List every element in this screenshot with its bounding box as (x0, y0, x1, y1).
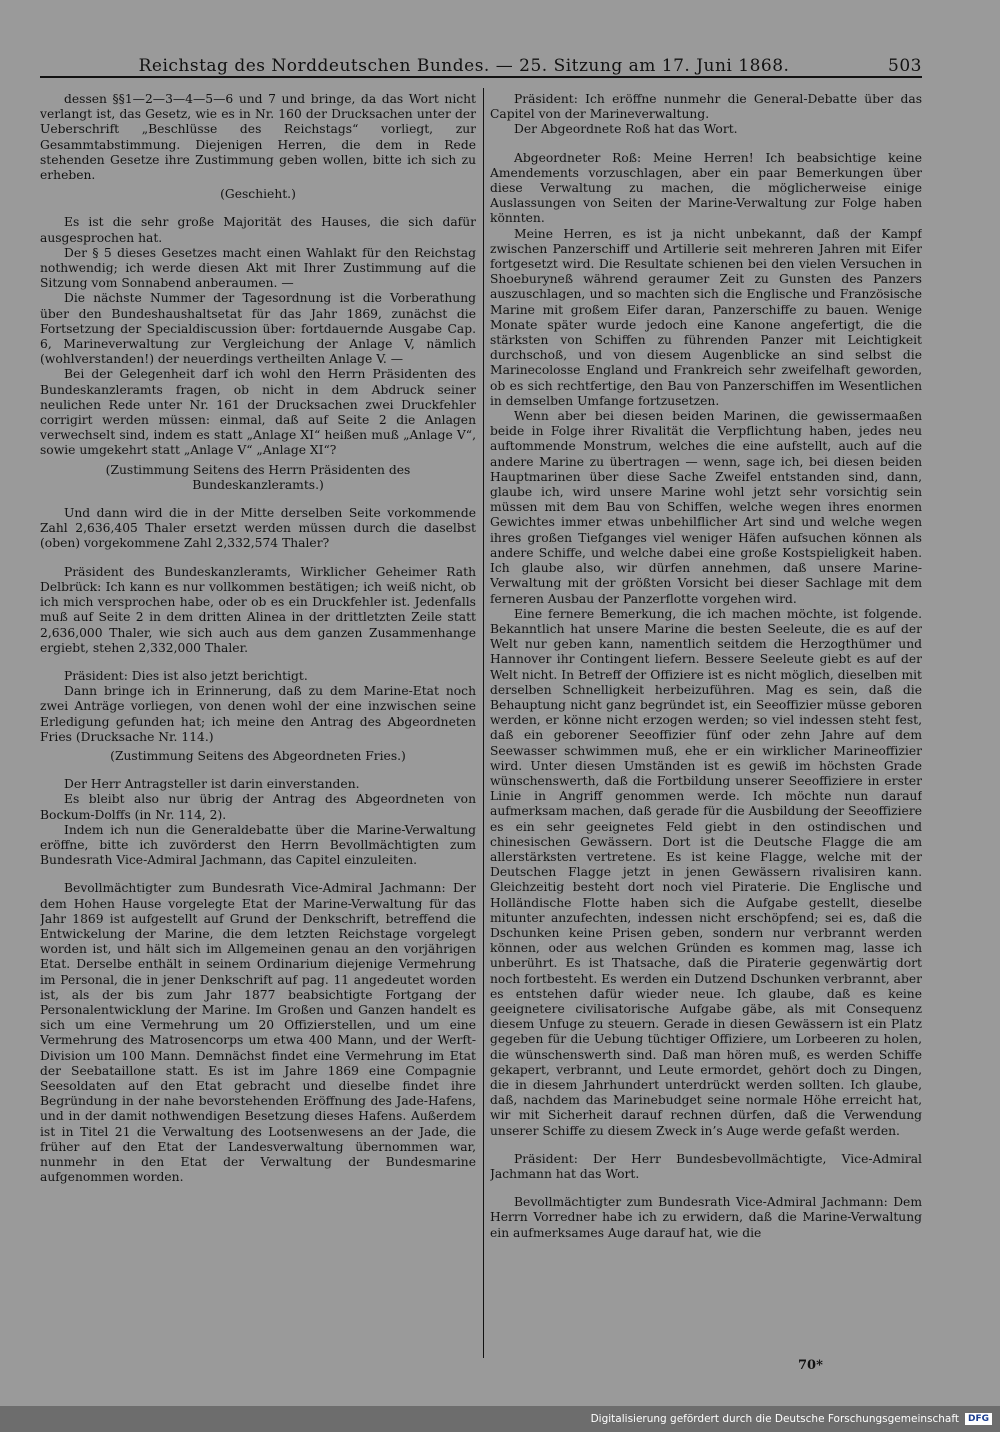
paragraph: Es ist die sehr große Majorität des Hauses, die sich dafür ausgesprochen hat. (40, 215, 476, 245)
paragraph: Der Herr Antragsteller ist darin einverstanden. (64, 777, 360, 792)
paragraph: Präsident: Dies ist also jetzt berichtigt. (64, 668, 308, 683)
paragraph: Der § 5 dieses Gesetzes macht einen Wahlakt für den Reichstag nothwendig; ich werde diesen Akt mit Ihrer Zustimmung auf die Sitzung vom Sonnabend anberaumen. — (40, 245, 476, 291)
paragraph: Bevollmächtigter zum Bundesrath Vice-Admiral Jachmann: Dem Herrn Vorredner habe ich zu erwidern, daß die Marine-Verwaltung ein aufmerksames Auge darauf hat, wie die (490, 1195, 922, 1240)
footer-bar (0, 1406, 1000, 1432)
left-column (40, 92, 476, 1346)
paragraph: Es bleibt also nur übrig der Antrag des Abgeordneten von Bockum-Dolffs (in Nr. 114, 2). (40, 792, 476, 822)
paragraph: Wenn aber bei diesen beiden Marinen, die gewissermaaßen beide in Folge ihrer Rivalität die Verpflichtung haben, jedes neu auftommende Monstrum, welches die eine aufstellt, auch auf die andere Marine zu übertragen — wenn, sage ich, bei diesen beiden Hauptmarinen über diese Sache Zweifel entstanden sind, dann, glaube ich, wird unsere Marine wohl jetzt sehr vorsichtig sein müssen mit dem Bau von Schiffen, welche wegen ihres enormen Gewichtes immer etwas unbehilflicher Art sind und welche wegen ihres großen Tiefganges viel weniger Häfen aufsuchen können als andere Schiffe, und welche dabei eine große Kostspieligkeit haben. Ich glaube also, wir dürfen annehmen, daß unsere Marine-Verwaltung mit der größten Vorsicht bei dieser Sachlage mit dem ferneren Ausbau der Panzerflotte vorgehen wird. (490, 409, 922, 606)
signature-mark: 70* (798, 1358, 823, 1373)
paragraph: (Geschieht.) (220, 187, 296, 202)
paragraph: (Zustimmung Seitens des Herrn Präsidenten des Bundeskanzleramts.) (105, 462, 411, 492)
paragraph: Präsident des Bundeskanzleramts, Wirklicher Geheimer Rath Delbrück: Ich kann es nur vollkommen bestätigen; ich weiß nicht, ob ich mich versprochen habe, oder ob es ein Druckfehler ist. Jedenfalls muß auf Seite 2 in dem dritten Alinea in der drittletzten Zeile statt 2,636,000 Thaler, wie sich auch aus dem ganzen Zusammenhange ergiebt, stehen 2,332,000 Thaler. (40, 564, 476, 655)
paragraph: dessen §§1—2—3—4—5—6 und 7 und bringe, da das Wort nicht verlangt ist, das Gesetz, wie es in Nr. 160 der Drucksachen unter der Ueberschrift „Beschlüsse des Reichstags“ vorliegt, zur Gesammtabstimmung. Diejenigen Herren, die dem in Rede stehenden Gesetze ihre Zustimmung geben wollen, bitte ich sich zu erheben. (40, 92, 476, 183)
page-number: 503 (888, 56, 922, 76)
column-divider (483, 88, 484, 1358)
paragraph: Eine fernere Bemerkung, die ich machen möchte, ist folgende. Bekanntlich hat unsere Marine die besten Seeleute, die es auf der Welt nur geben kann, namentlich seitdem die Herzogthümer und Hannover ihr Contingent liefern. Bessere Seeleute giebt es auf der Welt nicht. In Betreff der Offiziere ist es nicht möglich, dieselben mit derselben Schnelligkeit herbeizuführen. Mag es sein, daß die Behauptung nicht ganz begründet ist, ein Seeoffizier müsse geboren werden, er könne nicht erzogen werden; so viel indessen steht fest, daß ein geborener Seeoffizier fünf oder zehn Jahre auf dem Seewasser schwimmen muß, ehe er ein wirklicher Marineoffizier wird. Unter diesen Umständen ist es gewiß im höchsten Grade wünschenswerth, daß die Fortbildung unserer Seeoffiziere in erster Linie in Angriff genommen werde. Ich möchte nun darauf aufmerksam machen, daß gerade für die Ausbildung der Seeoffiziere es ein sehr geeignetes Feld giebt in den ostindischen und chinesischen Gewässern. Dort ist die Deutsche Flagge die am allerstärksten vertretene. Es ist keine Flagge, welche mit der Deutschen Flagge jetzt in jenen Gewässern rivalisiren kann. Gleichzeitig besteht dort noch viel Piraterie. Die Englische und Holländische Flotte haben sich die Aufgabe gestellt, dieselbe mitunter anzufechten, indessen nicht erschöpfend; sei es, daß die Dschunken keine Prisen geben, sondern nur verbrannt werden können, oder aus welchen Gründen es kommen mag, lasse ich unberührt. Es ist Thatsache, daß die Piraterie gegenwärtig dort noch fortbesteht. Es werden ein Dutzend Dschunken verbrannt, aber es entstehen dafür wieder neue. Ich glaube, daß es keine geeignetere civilisatorische Aufgabe gäbe, als mit Consequenz diesem Unfuge zu steuern. Gerade in diesen Gewässern ist ein Platz gegeben für die Uebung tüchtiger Offiziere, um Lorbeeren zu holen, die wünschenswerth sind. Daß man hören muß, es werden Schiffe gekapert, verbrannt, und Leute ermordet, gehört doch zu Dingen, die in diesem Jahrhundert unterdrückt werden sollten. Ich glaube, daß, nachdem das Marinebudget seine normale Höhe erreicht hat, wir mit Sicherheit darauf rechnen dürfen, daß die Verwendung unserer Schiffe zu diesem Zweck in’s Auge werde gefaßt werden. (490, 606, 922, 1138)
paragraph: Der Abgeordnete Roß hat das Wort. (514, 122, 738, 137)
paragraph: Präsident: Der Herr Bundesbevollmächtigte, Vice-Admiral Jachmann hat das Wort. (490, 1151, 922, 1182)
paragraph: Dann bringe ich in Erinnerung, daß zu dem Marine-Etat noch zwei Anträge vorliegen, von denen wohl der eine inzwischen seine Erledigung gefunden hat; ich meine den Antrag des Abgeordneten Fries (Drucksache Nr. 114.) (40, 684, 476, 744)
paragraph: Präsident: Ich eröffne nunmehr die General-Debatte über das Capitel von der Marineverwaltung. (490, 92, 922, 122)
paragraph: Und dann wird die in der Mitte derselben Seite vorkommende Zahl 2,636,405 Thaler ersetzt werden müssen durch die daselbst (oben) vorgekommene Zahl 2,332,574 Thaler? (40, 506, 476, 551)
dfg-logo: DFG (965, 1413, 992, 1425)
paragraph: (Zustimmung Seitens des Abgeordneten Fries.) (110, 748, 406, 763)
paragraph: Die nächste Nummer der Tagesordnung ist die Vorberathung über den Bundeshaushaltsetat für das Jahr 1869, zunächst die Fortsetzung der Specialdiscussion über: fortdauernde Ausgabe Cap. 6, Marineverwaltung zur Vergleichung der Anlage V, nämlich (wohlverstanden!) der neuerdings vertheilten Anlage V. — (40, 291, 476, 367)
footer-credit: Digitalisierung gefördert durch die Deutsche Forschungsgemeinschaft (590, 1413, 959, 1425)
paragraph: Abgeordneter Roß: Meine Herren! Ich beabsichtige keine Amendements vorzuschlagen, aber ein paar Bemerkungen über diese Verwaltung zu machen, die möglicherweise einige Auslassungen von Seiten der Marine-Verwaltung zur Folge haben könnten. (490, 150, 922, 226)
paragraph: Meine Herren, es ist ja nicht unbekannt, daß der Kampf zwischen Panzerschiff und Artillerie seit mehreren Jahren mit Eifer fortgesetzt wird. Die Resultate schienen bei den vielen Versuchen in Shoeburyneß während geraumer Zeit zu Gunsten des Panzers auszuschlagen, und so machten sich die Englische und Französische Marine mit großem Eifer daran, Panzerschiffe zu bauen. Wenige Monate später wurde jedoch eine Kanone angefertigt, die die stärksten von Schiffen zu führenden Panzer mit Leichtigkeit durchschoß, und von diesem Augenblicke an sind selbst die Marinecolosse England und Frankreich sehr zweifelhaft geworden, ob es sich rechtfertige, den Bau von Panzerschiffen im Wesentlichen in demselben Umfange fortzusetzen. (490, 226, 922, 408)
page-title: Reichstag des Norddeutschen Bundes. — 25. Sitzung am 17. Juni 1868. (138, 56, 790, 76)
paragraph: Indem ich nun die Generaldebatte über die Marine-Verwaltung eröffne, bitte ich zuvörderst den Herrn Bevollmächtigten zum Bundesrath Vice-Admiral Jachmann, das Capitel einzuleiten. (40, 822, 476, 868)
paragraph: Bevollmächtigter zum Bundesrath Vice-Admiral Jachmann: Der dem Hohen Hause vorgelegte Etat der Marine-Verwaltung für das Jahr 1869 ist aufgestellt auf Grund der Denkschrift, betreffend die Entwickelung der Marine, die dem letzten Reichstage vorgelegt worden ist, und hält sich im Allgemeinen genau an den vorjährigen Etat. Derselbe enthält in seinem Ordinarium diejenige Vermehrung im Personal, die in jener Denkschrift auf pag. 11 angedeutet worden ist, als der bis zum Jahr 1877 beabsichtigte Fortgang der Personalentwicklung der Marine. Im Großen und Ganzen handelt es sich um eine Vermehrung um 20 Offizierstellen, und um eine Vermehrung des Matrosencorps um etwa 400 Mann, und der Werft-Division um 100 Mann. Demnächst findet eine Vermehrung im Etat der Seebataillone statt. Es ist im Jahre 1869 eine Compagnie Seesoldaten auf den Etat gebracht und dieselbe findet ihre Begründung in der nahe bevorstehenden Eröffnung des Jade-Hafens, und in der damit nothwendigen Besetzung dieses Hafens. Außerdem ist in Titel 21 die Verwaltung des Lootsenwesens an der Jade, die früher auf den Etat der Landesverwaltung übernommen war, nunmehr in den Etat der Verwaltung der Bundesmarine aufgenommen worden. (40, 881, 476, 1185)
paragraph: Bei der Gelegenheit darf ich wohl den Herrn Präsidenten des Bundeskanzleramts fragen, ob nicht in dem Abdruck seiner neulichen Rede unter Nr. 161 der Drucksachen zwei Druckfehler corrigirt werden müssen: einmal, daß auf Seite 2 die Anlagen verwechselt sind, indem es statt „Anlage XI“ heißen muß „Anlage V“, sowie umgekehrt statt „Anlage V“ „Anlage XI“? (40, 367, 476, 458)
page-header (40, 48, 922, 78)
right-column (490, 92, 922, 1346)
